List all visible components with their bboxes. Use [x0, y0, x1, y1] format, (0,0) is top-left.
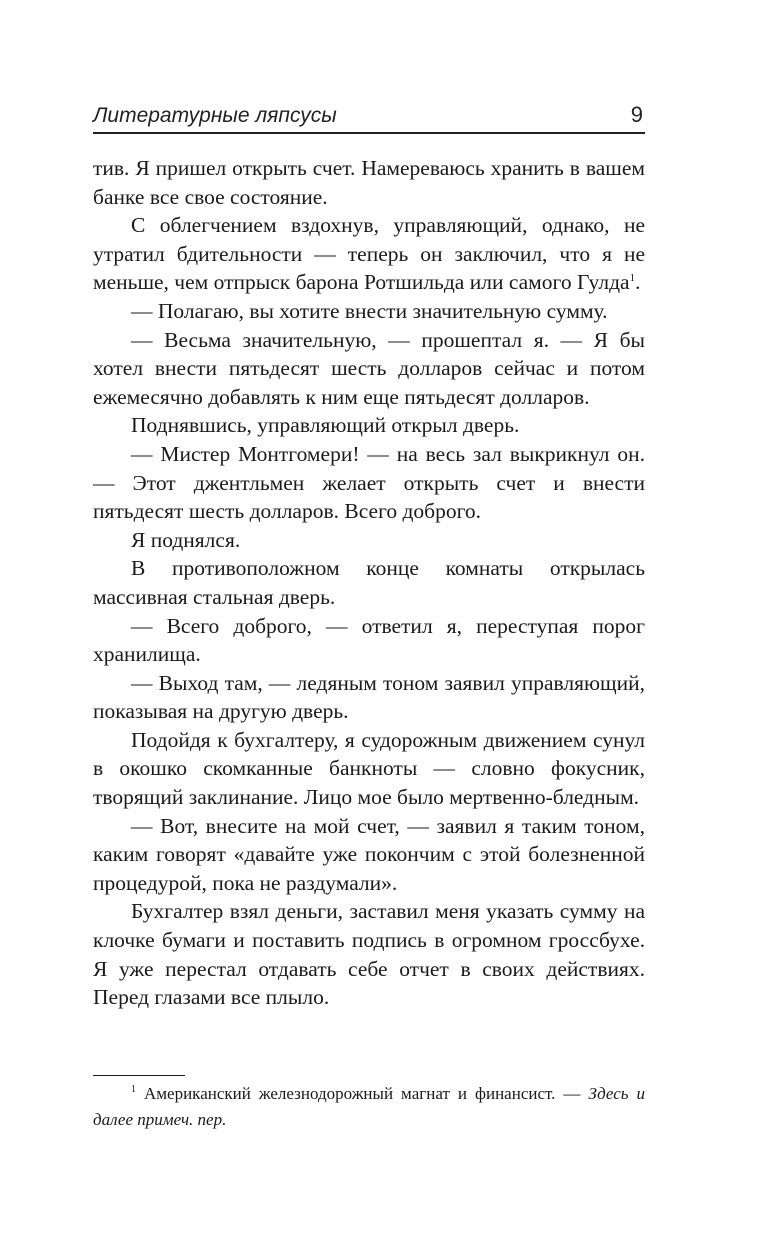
paragraph: Поднявшись, управляющий открыл дверь.	[131, 413, 520, 438]
paragraph-tail: .	[635, 270, 641, 295]
paragraph-text: С облегчением вздохнув, управляющий, однако, не утратил бдительности — теперь он заключил, что я не меньше, чем отпрыск барона Ротшильда или самого Гулда	[93, 213, 645, 295]
body-text	[93, 154, 645, 1012]
paragraph: — Вот, внесите на мой счет, — заявил я таким тоном, каким говорят «давайте уже покончим с этой болезненной процедурой, пока не раздумали».	[93, 813, 645, 895]
paragraph: — Полагаю, вы хотите внести значительную сумму.	[131, 298, 608, 323]
paragraph: — Всего доброго, — ответил я, переступая порог хранилища.	[93, 613, 645, 667]
paragraph	[93, 211, 645, 297]
footnote-reference: 1	[629, 272, 636, 285]
footnote-text: Американский железнодорожный магнат и финансист. —	[136, 1084, 581, 1103]
paragraph: Я поднялся.	[131, 527, 241, 552]
paragraph: — Выход там, — ледяным тоном заявил управляющий, показывая на другую дверь.	[93, 670, 645, 724]
footnote-marker: 1	[131, 1084, 136, 1095]
page-number: 9	[630, 102, 643, 127]
footnote-divider	[93, 1075, 185, 1076]
paragraph: В противоположном конце комнаты открылась массивная стальная дверь.	[93, 556, 645, 609]
paragraph: — Мистер Монтгомери! — на весь зал выкрикнул он. — Этот джентльмен желает открыть счет и внести пятьдесят шесть долларов. Всего доброго.	[93, 441, 645, 524]
paragraph: — Весьма значительную, — прошептал я. — Я бы хотел внести пятьдесят шесть долларов сейчас и потом ежемесячно добавлять к ним еще пятьдесят долларов.	[93, 327, 645, 409]
footnote	[93, 1081, 645, 1133]
paragraph: тив. Я пришел открыть счет. Намереваюсь хранить в вашем банке все свое состояние.	[93, 156, 645, 209]
paragraph: Бухгалтер взял деньги, заставил меня указать сумму на клочке бумаги и поставить подпись в огромном гроссбухе. Я уже перестал отдавать себе отчет в своих действиях. Перед глазами все плыло.	[93, 899, 645, 1010]
running-title: Литературные ляпсусы	[93, 104, 337, 127]
paragraph: Подойдя к бухгалтеру, я судорожным движением сунул в окошко скомканные банкноты — словно фокусник, творящий заклинание. Лицо мое было мертвенно-бледным.	[93, 727, 645, 810]
footnote-italic-text: Здесь и далее примеч. пер.	[93, 1084, 645, 1129]
page-header	[93, 100, 645, 134]
